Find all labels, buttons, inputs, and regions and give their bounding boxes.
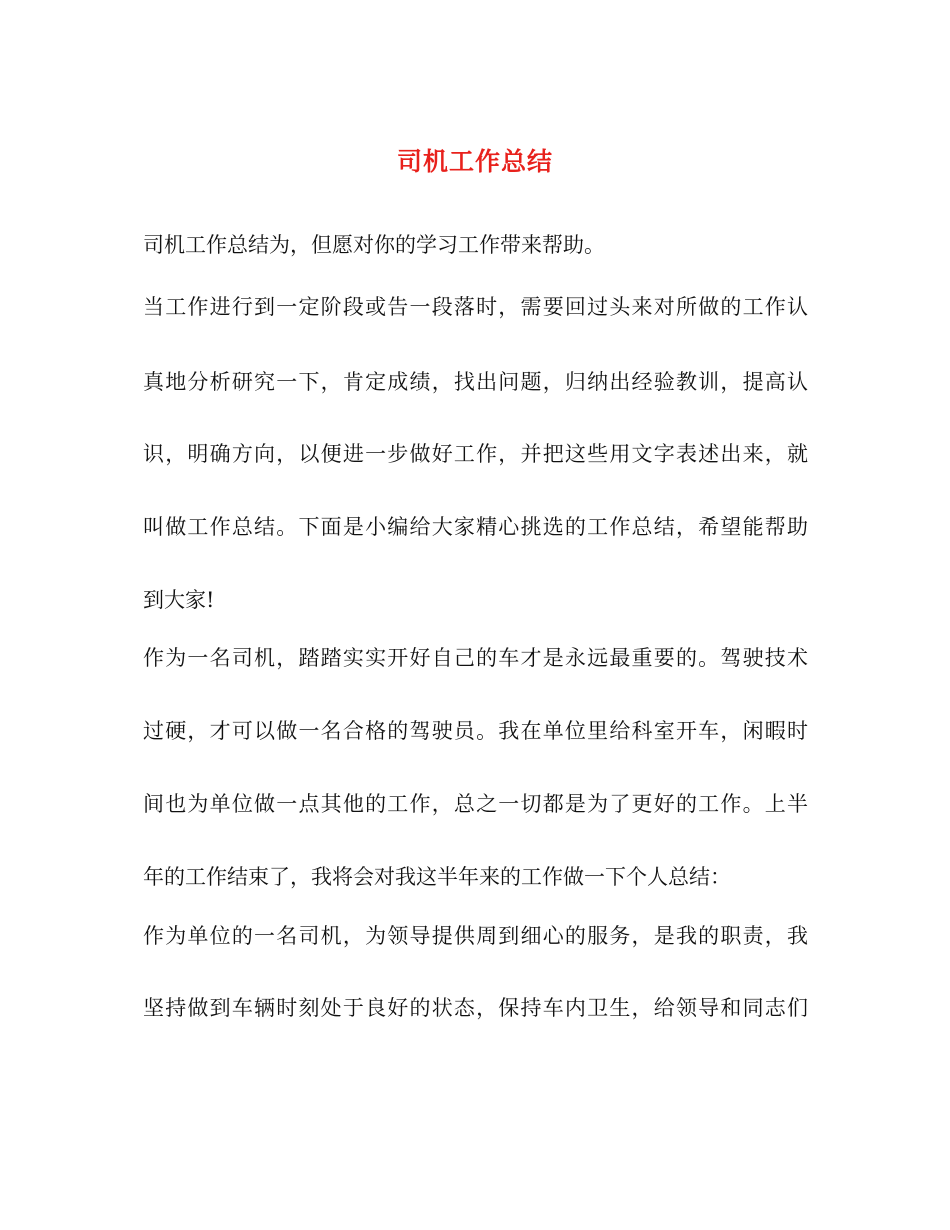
paragraph-line: 过硬，才可以做一名合格的驾驶员。我在单位里给科室开车，闲暇时 [143, 719, 808, 743]
paragraph-line: 当工作进行到一定阶段或告一段落时，需要回过头来对所做的工作认 [143, 295, 808, 319]
paragraph-line: 年的工作结束了，我将会对我这半年来的工作做一下个人总结： [143, 865, 731, 889]
paragraph-line: 坚持做到车辆时刻处于良好的状态，保持车内卫生，给领导和同志们 [143, 996, 808, 1020]
paragraph-line: 作为一名司机，踏踏实实开好自己的车才是永远最重要的。驾驶技术 [143, 646, 808, 670]
document-title: 司机工作总结 [396, 147, 553, 176]
paragraph-line: 叫做工作总结。下面是小编给大家精心挑选的工作总结，希望能帮助 [143, 515, 808, 539]
paragraph-line: 司机工作总结为，但愿对你的学习工作带来帮助。 [143, 233, 605, 257]
paragraph-line: 识，明确方向，以便进一步做好工作，并把这些用文字表述出来，就 [143, 442, 808, 466]
paragraph-line: 真地分析研究一下，肯定成绩，找出问题，归纳出经验教训，提高认 [143, 370, 808, 394]
paragraph-line: 到大家! [143, 588, 215, 612]
paragraph-line: 作为单位的一名司机，为领导提供周到细心的服务，是我的职责，我 [143, 924, 808, 948]
paragraph-line: 间也为单位做一点其他的工作，总之一切都是为了更好的工作。上半 [143, 792, 808, 816]
